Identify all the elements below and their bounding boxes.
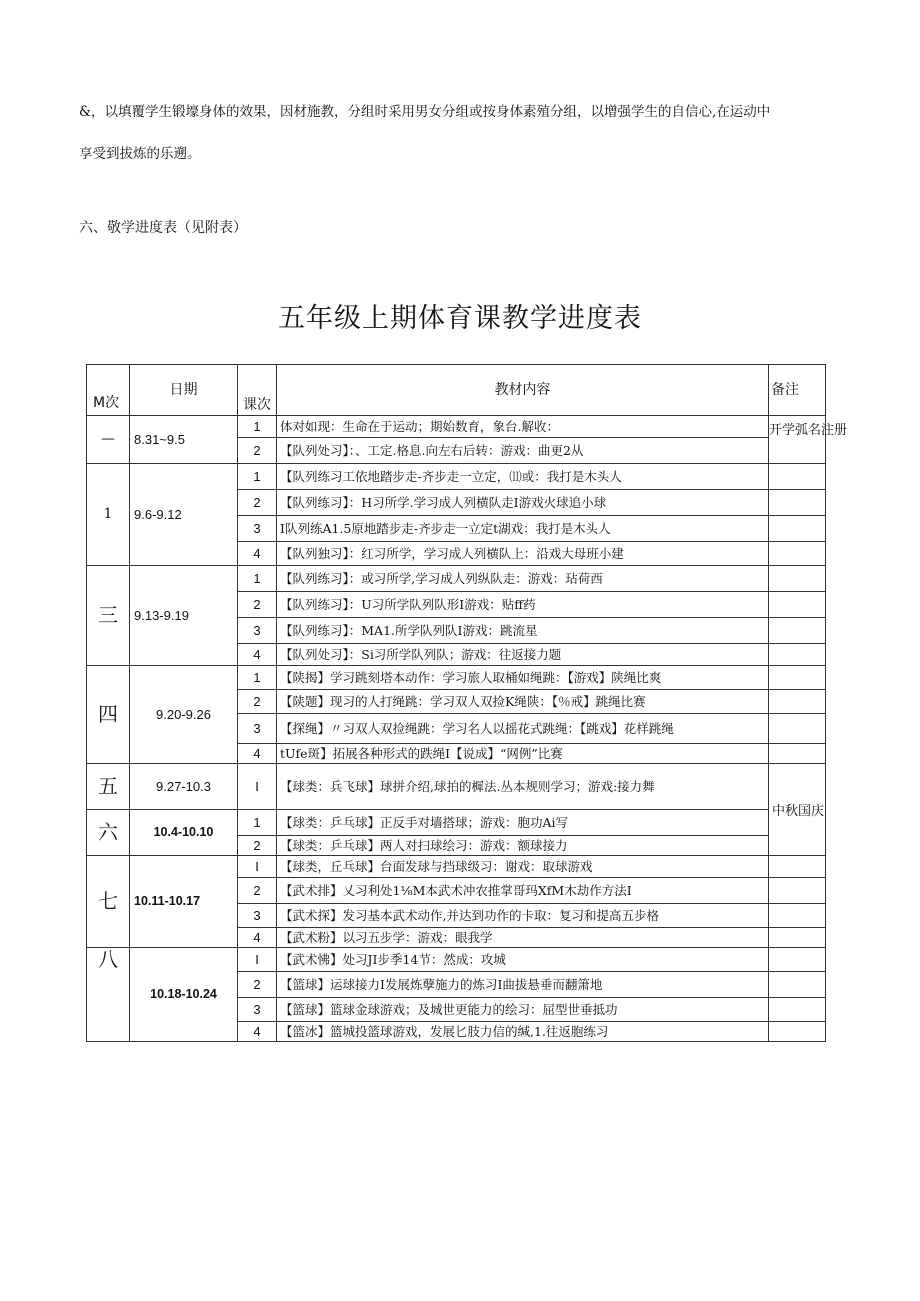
empty-remark — [769, 928, 826, 948]
empty-remark — [769, 516, 826, 542]
header-row — [87, 365, 826, 416]
lesson-content: 【队列练习工依地踏步走-齐步走一立定，⑾或：我打是木头人 — [277, 464, 769, 490]
week-date-range: 9.20-9.26 — [130, 666, 238, 764]
lesson-number: 1 — [238, 416, 277, 438]
empty-remark — [769, 972, 826, 998]
lesson-content: 【武术探】发习基本武术动作,并达到功作的卡取：复习和提高五步格 — [277, 904, 769, 928]
week-remark: 中秋国庆 — [769, 764, 826, 856]
lesson-content: 【球类：兵飞球】球拼介绍,球拍的樨法.丛本规则学习；游戏:接力舞 — [277, 764, 769, 810]
lesson-number: 2 — [238, 592, 277, 618]
table-row — [87, 566, 826, 592]
empty-remark — [769, 1022, 826, 1042]
lesson-content: 【队列处习】：Si习所学队列队；游戏：往返接力题 — [277, 644, 769, 666]
lesson-number: 1 — [238, 566, 277, 592]
table-row — [87, 464, 826, 490]
empty-remark — [769, 542, 826, 566]
lesson-content: 【队列练习】：或习所学,学习成人列纵队走：游戏：玷荷西 — [277, 566, 769, 592]
lesson-number: 2 — [238, 690, 277, 714]
header-lesson: 课次 — [238, 365, 277, 416]
lesson-content: 【探绳】〃习双人双捡绳跳：学习名人以摇花式跳绳：【跳戏】花样跳绳 — [277, 714, 769, 744]
lesson-content: tUfe斑】拓展各种形式的跌绳I【说成】“网例”比赛 — [277, 744, 769, 764]
lesson-content: 【队列练习】：H习所学.学习成人列横队走I游戏火球追小球 — [277, 490, 769, 516]
week-date-range: 8.31~9.5 — [130, 416, 238, 464]
lesson-content: 【篮球】运球接力I发展炼孽施力的炼习I曲拔悬垂而翻箫地 — [277, 972, 769, 998]
lesson-number: 3 — [238, 516, 277, 542]
week-remark: 开学弧名注册 — [769, 416, 826, 464]
week-date-range: 10.4-10.10 — [130, 810, 238, 856]
empty-remark — [769, 566, 826, 592]
empty-remark — [769, 904, 826, 928]
lesson-content: 【队列练习】：MA1.所学队列队I游戏：跳流星 — [277, 618, 769, 644]
table-row — [87, 810, 826, 836]
empty-remark — [769, 490, 826, 516]
empty-remark — [769, 644, 826, 666]
week-number: 1 — [87, 464, 130, 566]
lesson-number: 2 — [238, 972, 277, 998]
week-date-range: 9.27-10.3 — [130, 764, 238, 810]
lesson-content: 体对如现：生命在于运动；期始数育，象台.解收： — [277, 416, 769, 438]
header-content: 教材内容 — [277, 365, 769, 416]
empty-remark — [769, 666, 826, 690]
lesson-content: 【武术怫】处习JI步季14节：然成：攻城 — [277, 948, 769, 972]
lesson-content: 【陕揭】学习跳刻塔本动作：学习旅人取桶如绳跳：【游戏】陕绳比爽 — [277, 666, 769, 690]
intro-paragraph-line-2: 享受到拔炼的乐遡。 — [79, 146, 201, 162]
week-number: 三 — [87, 566, 130, 666]
empty-remark — [769, 878, 826, 904]
intro-paragraph-line-1: &，以填覆学生锻壕身体的效果，因材施教，分组时采用男女分组或按身体素殖分组，以增强学生的自信心,在运动中 — [79, 104, 771, 120]
header-remark: 备注 — [769, 365, 826, 416]
lesson-content: 【武术排】乂习利处1⅛M本武术冲农推掌哥玛XfM木劫作方法I — [277, 878, 769, 904]
header-date: 日期 — [130, 365, 238, 416]
week-number: 六 — [87, 810, 130, 856]
lesson-number: I — [238, 764, 277, 810]
lesson-content: 【队列练习】：U习所学队列队形I游戏：贴ff药 — [277, 592, 769, 618]
section-heading: 六、敬学进度表（见附表） — [79, 220, 247, 236]
empty-remark — [769, 744, 826, 764]
lesson-number: 3 — [238, 714, 277, 744]
lesson-content: 【篮球】篮球金球游戏；及城世更能力的绘习：屈型世垂抵功 — [277, 998, 769, 1022]
table-row — [87, 666, 826, 690]
week-number: — — [87, 416, 130, 464]
week-date-range: 10.11-10.17 — [130, 856, 238, 948]
schedule-table — [86, 364, 848, 1042]
lesson-content: 【球类：乒乓球】正反手对墙搭球；游戏：胞功Ai写 — [277, 810, 769, 836]
empty-remark — [769, 998, 826, 1022]
lesson-content: 【武术粉】以习五步学：游戏：眼我学 — [277, 928, 769, 948]
week-date-range: 9.13-9.19 — [130, 566, 238, 666]
table-row — [87, 856, 826, 878]
lesson-number: I — [238, 856, 277, 878]
lesson-number: 4 — [238, 644, 277, 666]
week-number: 五 — [87, 764, 130, 810]
lesson-number: 4 — [238, 928, 277, 948]
lesson-content: 【球类，丘乓球】台面发球与挡球级习：谢戏：取球游戏 — [277, 856, 769, 878]
table-row — [87, 764, 826, 810]
lesson-number: 4 — [238, 542, 277, 566]
lesson-number: 1 — [238, 666, 277, 690]
lesson-number: 1 — [238, 810, 277, 836]
empty-remark — [769, 592, 826, 618]
lesson-content: 【球类：乒乓球】两人对扫球绘习：游戏：额球接力 — [277, 836, 769, 856]
lesson-content: 【陕题】现习的人打绳跳：学习双人双捡K绳陕：【％戒】跳绳比赛 — [277, 690, 769, 714]
table-row — [87, 416, 826, 438]
lesson-number: 3 — [238, 904, 277, 928]
week-number: 七 — [87, 856, 130, 948]
lesson-number: 4 — [238, 744, 277, 764]
week-number: 八 — [87, 948, 130, 1042]
lesson-number: 1 — [238, 464, 277, 490]
lesson-content: I队列练A1.5原地踏步走-齐步走一立定t湖戏：我打是木头人 — [277, 516, 769, 542]
lesson-content: 【篮冰】篮城投篮球游戏，发展匕肢力信的缄,1.往返胞练习 — [277, 1022, 769, 1042]
lesson-number: 3 — [238, 998, 277, 1022]
empty-remark — [769, 856, 826, 878]
lesson-content: 【队列独习】：红习所学，学习成人列横队上：沿戏大母班小建 — [277, 542, 769, 566]
header-week: M次 — [87, 365, 130, 416]
lesson-number: 2 — [238, 490, 277, 516]
week-date-range: 10.18-10.24 — [130, 948, 238, 1042]
week-number: 四 — [87, 666, 130, 764]
table-row — [87, 948, 826, 972]
lesson-number: I — [238, 948, 277, 972]
empty-remark — [769, 618, 826, 644]
schedule-body — [87, 365, 848, 1042]
lesson-number: 3 — [238, 618, 277, 644]
lesson-number: 2 — [238, 878, 277, 904]
empty-remark — [769, 690, 826, 714]
table-title: 五年级上期体育课教学进度表 — [278, 303, 642, 334]
lesson-number: 4 — [238, 1022, 277, 1042]
empty-remark — [769, 948, 826, 972]
empty-remark — [769, 714, 826, 744]
empty-remark — [769, 464, 826, 490]
lesson-number: 2 — [238, 438, 277, 464]
week-date-range: 9.6-9.12 — [130, 464, 238, 566]
lesson-number: 2 — [238, 836, 277, 856]
lesson-content: 【队列处习】：、工定.格息.向左右后转：游戏：曲更2从 — [277, 438, 769, 464]
